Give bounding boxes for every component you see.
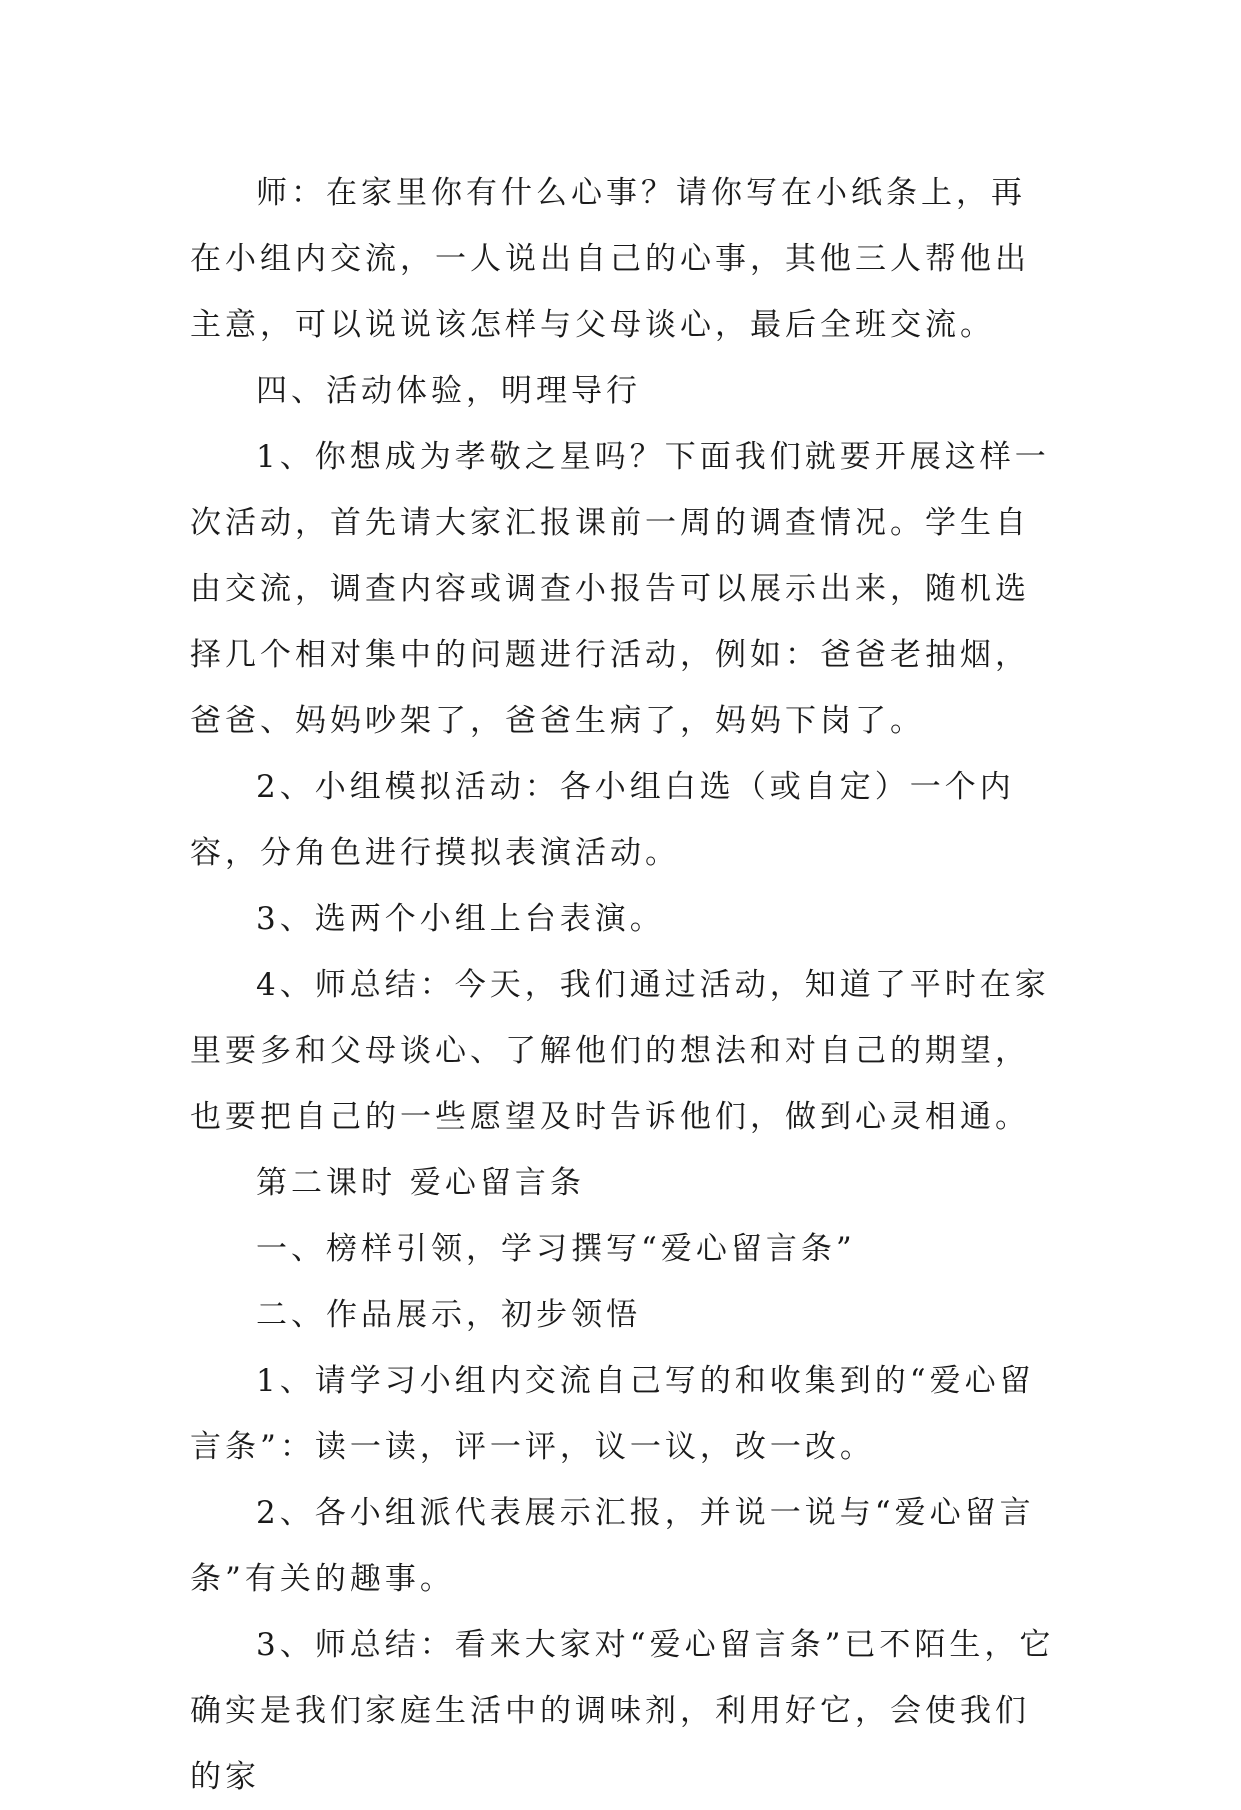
- paragraph-item-1: 1、你想成为孝敬之星吗？下面我们就要开展这样一次活动，首先请大家汇报课前一周的调查情况。学生自由交流，调查内容或调查小报告可以展示出来，随机选择几个相对集中的问题进行活动，例如：爸爸老抽烟，爸爸、妈妈吵架了，爸爸生病了，妈妈下岗了。: [190, 439, 1050, 739]
- paragraph-part-two-item-2: 2、各小组派代表展示汇报，并说一说与“爱心留言条”有关的趣事。: [190, 1495, 1035, 1597]
- paragraph-teacher-prompt: 师：在家里你有什么心事？请你写在小纸条上，再在小组内交流，一人说出自己的心事，其他三人帮他出主意，可以说说该怎样与父母谈心，最后全班交流。: [190, 175, 1030, 343]
- heading-section-four: 四、活动体验，明理导行: [256, 373, 641, 409]
- paragraph-part-two-item-3: 3、师总结：看来大家对“爱心留言条”已不陌生，它确实是我们家庭生活中的调味剂，利用好它，会使我们的家: [190, 1627, 1055, 1795]
- document-body: [190, 160, 1060, 1810]
- paragraph-item-3: 3、选两个小组上台表演。: [256, 901, 665, 937]
- paragraph-part-two-item-1: 1、请学习小组内交流自己写的和收集到的“爱心留言条”：读一读，评一评，议一议，改一改。: [190, 1363, 1035, 1465]
- heading-part-two: 二、作品展示，初步领悟: [256, 1297, 641, 1333]
- paragraph-item-4: 4、师总结：今天，我们通过活动，知道了平时在家里要多和父母谈心、了解他们的想法和对自己的期望，也要把自己的一些愿望及时告诉他们，做到心灵相通。: [190, 967, 1050, 1135]
- heading-lesson-two: 第二课时 爱心留言条: [256, 1165, 585, 1201]
- paragraph-item-2: 2、小组模拟活动：各小组白选（或自定）一个内容，分角色进行摸拟表演活动。: [190, 769, 1015, 871]
- heading-part-one: 一、榜样引领，学习撰写“爱心留言条”: [256, 1231, 856, 1267]
